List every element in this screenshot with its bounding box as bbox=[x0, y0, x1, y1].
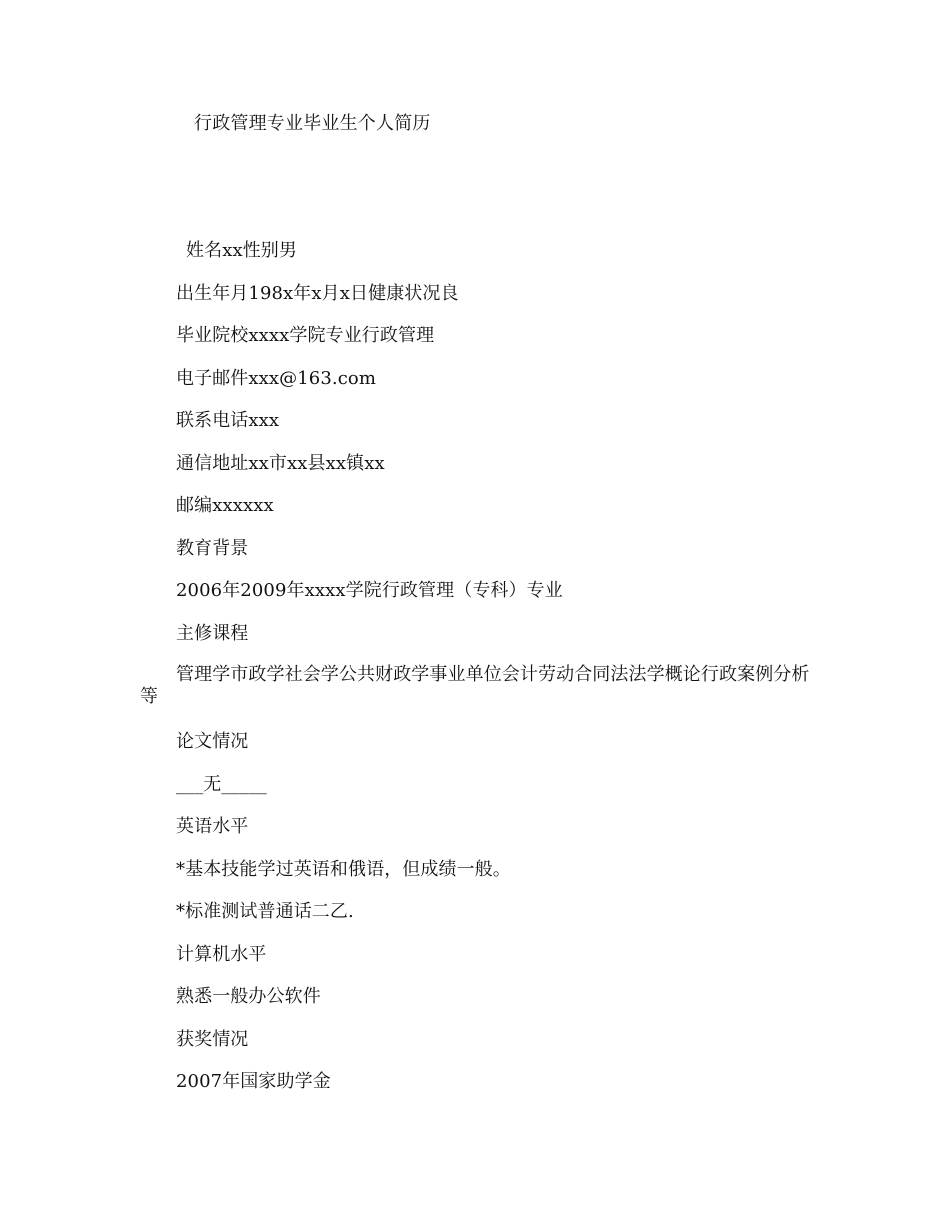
resume-body bbox=[140, 239, 820, 1113]
english-skill-line: *基本技能学过英语和俄语，但成绩一般。 bbox=[176, 858, 511, 880]
thesis-detail: ___无_____ bbox=[176, 773, 267, 795]
awards-heading: 获奖情况 bbox=[176, 1028, 249, 1050]
address-line: 通信地址xx市xx县xx镇xx bbox=[176, 452, 385, 474]
computer-detail: 熟悉一般办公软件 bbox=[176, 986, 321, 1007]
document-title: 行政管理专业毕业生个人简历 bbox=[194, 113, 431, 134]
awards-detail: 2007年国家助学金 bbox=[176, 1071, 331, 1092]
english-heading: 英语水平 bbox=[176, 816, 249, 837]
birth-health-line: 出生年月198x年x月x日健康状况良 bbox=[176, 282, 459, 304]
computer-heading: 计算机水平 bbox=[176, 943, 267, 965]
school-major-line: 毕业院校xxxx学院专业行政管理 bbox=[176, 325, 435, 346]
thesis-heading: 论文情况 bbox=[176, 731, 249, 752]
email-line: 电子邮件xxx@163.com bbox=[176, 367, 377, 389]
courses-detail: 管理学市政学社会学公共财政学事业单位会计劳动合同法法学概论行政案例分析等 bbox=[140, 664, 810, 707]
education-detail: 2006年2009年xxxx学院行政管理（专科）专业 bbox=[176, 580, 563, 601]
name-gender-line: 姓名xx性别男 bbox=[186, 240, 298, 261]
postcode-line: 邮编xxxxxx bbox=[176, 495, 274, 516]
education-heading: 教育背景 bbox=[176, 537, 249, 559]
phone-line: 联系电话xxx bbox=[176, 410, 280, 431]
mandarin-test-line: *标准测试普通话二乙. bbox=[176, 901, 354, 922]
courses-heading: 主修课程 bbox=[176, 622, 249, 644]
